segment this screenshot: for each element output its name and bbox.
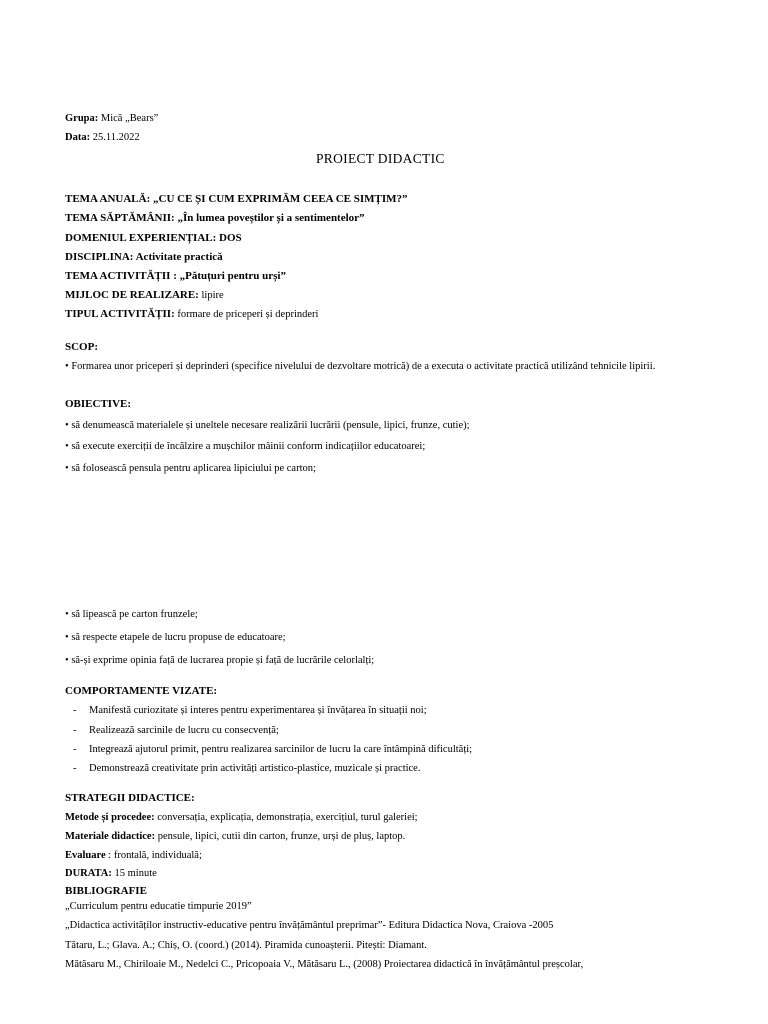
scop-heading: SCOP:	[65, 341, 98, 353]
document-title: PROIECT DIDACTIC	[316, 151, 445, 166]
info-discipline: DISCIPLINA: Activitate practică	[65, 251, 223, 263]
strategy-evaluation: Evaluare : frontală, individuală;	[65, 850, 202, 861]
objective-item: • să execute exerciții de încălzire a mușchilor mâinii conform indicațiilor educatoarei;	[65, 440, 425, 453]
document-page: Grupa: Mică „Bears” Data: 25.11.2022 PROIECT DIDACTIC TEMA ANUALĂ: „CU CE ȘI CUM EXPRIMĂM CEEA CE SIMȚIM?” TEMA SĂPTĂMÂNII: „În lumea poveștilor și a sentimentelor” DOMENIUL EXPERIENȚIAL: DOS DISCIPLINA: Activitate practică TEMA ACTIVITĂȚII : „Pătuțuri pentru urși” MIJLOC DE REALIZARE: lipire TIPUL ACTIVITĂȚII: formare de priceperi și deprinderi SCOP: • Formarea unor priceperi și deprinderi (specifice nivelului de dezvoltare motrică) de a executa o activitate practică utilizând tehnicile lipirii. OBIECTIVE: • să denumească materialele și uneltele necesare realizării lucrării (pensule, lipici, frunze, cutie); • să execute exerciții de încălzire a mușchilor mâinii conform indicațiilor educatoarei; • să folosească pensula pentru aplicarea lipiciului pe carton; • să lipească pe carton frunzele; • să respecte etapele de lucru propuse de educatoare; • să-și exprime opinia față de lucrarea propie și față de lucrările celorlalți; COMPORTAMENTE VIZATE: - Manifestă curiozitate și interes pentru experimentarea și învățarea în situații noi; - Realizează sarcinile de lucru cu consecvență; - Integrează ajutorul primit, pentru realizarea sarcinilor de lucru la care întâmpină dificultăți; - Demonstrează creativitate prin activități artistico-plastice, muzicale și practice. STRATEGII DIDACTICE: Metode și procedee: conversația, explicația, demonstrația, exercițiul, turul galeriei; Materiale didactice: pensule, lipici, cutii din carton, frunze, urși de pluș, laptop. Evaluare : frontală, individuală; DURATA: 15 minute BIBLIOGRAFIE „Curriculum pentru educatie timpurie 2019” „Didactica activităților instructiv-educative pentru învățământul preprimar”- Editura Didactica Nova, Craiova -2005 Tătaru, L.; Glava. A.; Chiș, O. (coord.) (2014). Piramida cunoașterii. Pitești: Diamant. Mătăsaru M., Chiriloaie M., Nedelci C., Pricopoaia V., Mătăsaru L., (2008) Proiectarea didactică în învățământul preșcolar,	[65, 0, 745, 1024]
objective-item: • să respecte etapele de lucru propuse de educatoare;	[65, 631, 286, 644]
bibliography-item: „Didactica activităților instructiv-educative pentru învățământul preprimar”- Editura Didactica Nova, Craiova -2005	[65, 920, 554, 931]
date-value: 25.11.2022	[90, 132, 140, 143]
date-label: Data:	[65, 132, 91, 143]
scop-text: • Formarea unor priceperi și deprinderi (specifice nivelului de dezvoltare motrică) de a executa o activitate practică utilizând tehnicile lipirii.	[65, 360, 655, 373]
objective-item: • să denumească materialele și uneltele necesare realizării lucrării (pensule, lipici, frunze, cutie);	[65, 419, 470, 432]
group-value: Mică „Bears”	[98, 113, 159, 124]
info-weekly-theme: TEMA SĂPTĂMÂNII: „În lumea poveștilor și a sentimentelor”	[65, 212, 365, 224]
strategy-methods: Metode și procedee: conversația, explicația, demonstrația, exercițiul, turul galeriei;	[65, 812, 418, 823]
bibliografie-heading: BIBLIOGRAFIE	[65, 885, 147, 897]
strategy-materials: Materiale didactice: pensule, lipici, cutii din carton, frunze, urși de pluș, laptop.	[65, 831, 406, 842]
info-activity-theme: TEMA ACTIVITĂȚII : „Pătuțuri pentru urși”	[65, 270, 286, 282]
bibliography-item: Mătăsaru M., Chiriloaie M., Nedelci C., Pricopoaia V., Mătăsaru L., (2008) Proiectarea didactică în învățământul preșcolar,	[65, 959, 584, 970]
info-means: MIJLOC DE REALIZARE: lipire	[65, 289, 224, 301]
info-annual-theme: TEMA ANUALĂ: „CU CE ȘI CUM EXPRIMĂM CEEA CE SIMȚIM?”	[65, 193, 408, 205]
group-label: Grupa:	[65, 113, 99, 124]
date-line	[65, 131, 140, 144]
obiective-heading: OBIECTIVE:	[65, 398, 132, 410]
bibliography-item: „Curriculum pentru educatie timpurie 2019”	[65, 901, 252, 912]
strategy-duration: DURATA: 15 minute	[65, 868, 157, 879]
group-line	[65, 112, 158, 125]
comportamente-heading: COMPORTAMENTE VIZATE:	[65, 685, 218, 697]
objective-item: • să folosească pensula pentru aplicarea lipiciului pe carton;	[65, 462, 316, 475]
bibliography-item: Tătaru, L.; Glava. A.; Chiș, O. (coord.) (2014). Piramida cunoașterii. Pitești: Diamant.	[65, 940, 427, 951]
strategii-heading: STRATEGII DIDACTICE:	[65, 792, 195, 804]
info-domain: DOMENIUL EXPERIENȚIAL: DOS	[65, 232, 242, 244]
info-activity-type: TIPUL ACTIVITĂȚII: formare de priceperi și deprinderi	[65, 308, 319, 320]
objective-item: • să lipească pe carton frunzele;	[65, 608, 198, 621]
objective-item: • să-și exprime opinia față de lucrarea propie și față de lucrările celorlalți;	[65, 654, 374, 667]
